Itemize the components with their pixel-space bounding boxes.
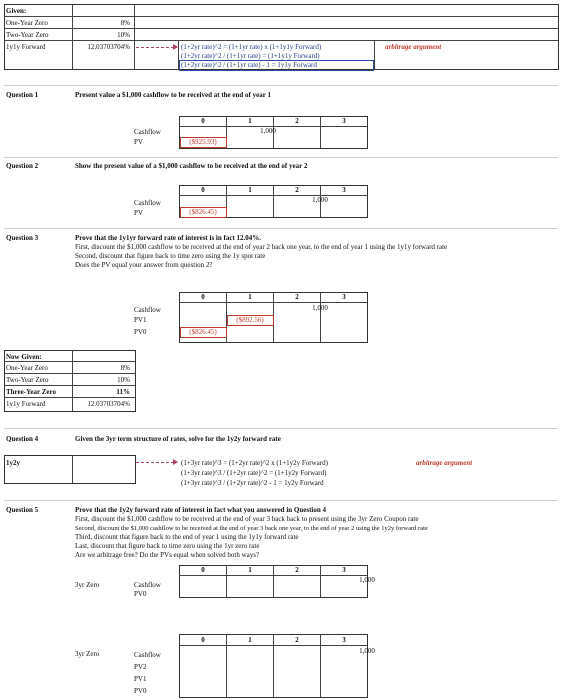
period-header: 3	[342, 186, 346, 194]
formula-line: (1+3yr rate)^3 / (1+2yr rate)^2 - 1 = 1y2y Forward	[181, 479, 324, 487]
row-label: 1y2y	[6, 459, 20, 467]
formula-highlight	[179, 60, 374, 71]
question-instruction: Second, discount that figure back to time zero using the 1y spot rate	[75, 252, 266, 260]
period-header: 3	[342, 636, 346, 644]
question-instruction: First, discount the $1,000 cashflow to be received at the end of year 2 back one year, to the end of year 1 using the 1y1y forward rate	[75, 243, 448, 251]
formula-line: (1+3yr rate)^3 = (1+2yr rate)^2 x (1+1y2y Forward)	[181, 459, 328, 467]
forward-rate-cell[interactable]: 12.03703704%	[87, 400, 130, 408]
question-instruction: Last, discount that figure back to time zero using the 1yr zero rate	[75, 542, 260, 550]
question-instruction: Third, discount that figure back to the end of year 1 using the 1y1y forward rate	[75, 533, 299, 541]
period-header: 2	[295, 636, 299, 644]
now-given-title: Now Given:	[6, 353, 42, 361]
period-header: 1	[248, 186, 252, 194]
arrow-line	[136, 462, 174, 463]
period-header: 0	[201, 566, 205, 574]
row-label: Cashflow	[134, 651, 161, 659]
given-label: Two-Year Zero	[6, 31, 49, 39]
row-label: PV1	[134, 675, 147, 683]
pv-value: ($826.45)	[189, 208, 217, 216]
period-header: 1	[248, 293, 252, 301]
question-label: Question 4	[6, 435, 39, 443]
period-header: 0	[201, 636, 205, 644]
period-header: 1	[248, 566, 252, 574]
period-header: 2	[295, 566, 299, 574]
question-text: Show the present value of a $1,000 cashflow to be received at the end of year 2	[75, 162, 308, 170]
forward-rate-cell[interactable]: 12.03703704%	[87, 43, 130, 51]
question-instruction: Does the PV equal your answer from question 2?	[75, 261, 213, 269]
question-instruction: Are we arbitrage free? Do the PVs equal when solved both ways?	[75, 551, 260, 559]
side-label: 3yr Zero	[75, 581, 100, 589]
row-label: PV0	[134, 328, 147, 336]
given-label: 1y1y Forward	[6, 400, 46, 408]
period-header: 0	[201, 117, 205, 125]
cashflow-cell[interactable]: 1,000	[260, 127, 276, 135]
question-label: Question 1	[6, 91, 39, 99]
question-instruction: First, discount the $1,000 cashflow to be received at the end of year 3 back back to present using the 3yr Zero Coupon rate	[75, 515, 419, 523]
cashflow-cell[interactable]: 1,000	[359, 576, 375, 584]
given-label: 1y1y Forward	[6, 43, 46, 51]
given-label: Two-Year Zero	[6, 376, 49, 384]
arbitrage-note: arbitrage argument	[416, 459, 473, 467]
row-label: PV2	[134, 663, 147, 671]
formula-line: (1+2yr rate)^2 = (1+1yr rate) x (1+1y1y Forward)	[181, 43, 322, 51]
period-header: 2	[295, 117, 299, 125]
cashflow-cell[interactable]: 1,000	[312, 196, 328, 204]
formula-line: (1+2yr rate)^2 / (1+1yr rate) - 1 = 1y1y Forward	[181, 61, 317, 69]
given-label: Three-Year Zero	[6, 388, 56, 396]
question-label: Question 2	[6, 162, 39, 170]
q4-answer-box	[4, 455, 136, 484]
given-value: 8%	[120, 364, 130, 372]
pv-value: ($892.56)	[236, 316, 264, 324]
formula-line: (1+2yr rate)^2 / (1+1yr rate) = (1+1y1y Forward)	[181, 52, 320, 60]
pv-value: ($925.93)	[189, 138, 217, 146]
given-value: 10%	[117, 376, 130, 384]
period-header: 3	[342, 566, 346, 574]
row-label: Cashflow	[134, 306, 161, 314]
formula-line: (1+3yr rate)^3 / (1+2yr rate)^2 = (1+1y2y Forward)	[181, 469, 327, 477]
row-label: PV	[134, 209, 143, 217]
pv-value: ($826.45)	[189, 328, 217, 336]
period-header: 0	[201, 186, 205, 194]
period-header: 1	[248, 636, 252, 644]
row-label: PV1	[134, 316, 147, 324]
given-value: 8%	[120, 19, 130, 27]
period-header: 3	[342, 117, 346, 125]
period-header: 0	[201, 293, 205, 301]
arrow-right-icon	[173, 459, 178, 465]
period-header: 1	[248, 117, 252, 125]
question-text: Prove that the 1y2y forward rate of interest in fact what you answered in Question 4	[75, 506, 327, 514]
period-header: 3	[342, 293, 346, 301]
question-label: Question 5	[6, 506, 39, 514]
period-header: 2	[295, 186, 299, 194]
row-label: Cashflow	[134, 581, 161, 589]
row-label: PV	[134, 138, 143, 146]
given-label: One-Year Zero	[6, 364, 48, 372]
question-text: Given the 3yr term structure of rates, solve for the 1y2y forward rate	[75, 435, 281, 443]
given-label: One-Year Zero	[6, 19, 48, 27]
period-header: 2	[295, 293, 299, 301]
arrow-line	[136, 47, 174, 48]
row-label: PV0	[134, 687, 147, 695]
row-label: PV0	[134, 590, 147, 598]
given-value: 11%	[116, 388, 130, 396]
given-value: 10%	[117, 31, 130, 39]
cashflow-cell[interactable]: 1,000	[312, 304, 328, 312]
given-title: Given:	[6, 7, 27, 15]
side-label: 3yr Zero	[75, 650, 100, 658]
row-label: Cashflow	[134, 128, 161, 136]
arrow-right-icon	[173, 44, 178, 50]
row-label: Cashflow	[134, 199, 161, 207]
question-label: Question 3	[6, 234, 39, 242]
question-text: Prove that the 1y1yr forward rate of interest is in fact 12.04%.	[75, 234, 262, 242]
cashflow-cell[interactable]: 1,000	[359, 647, 375, 655]
question-text: Present value a $1,000 cashflow to be received at the end of year 1	[75, 91, 271, 99]
question-instruction: Second, discount the $1,000 cashflow to be received at the end of year 3 back one year, to the end of year 2 using the 1y2y forward rate	[75, 525, 428, 532]
arbitrage-note: arbitrage argument	[385, 43, 442, 51]
